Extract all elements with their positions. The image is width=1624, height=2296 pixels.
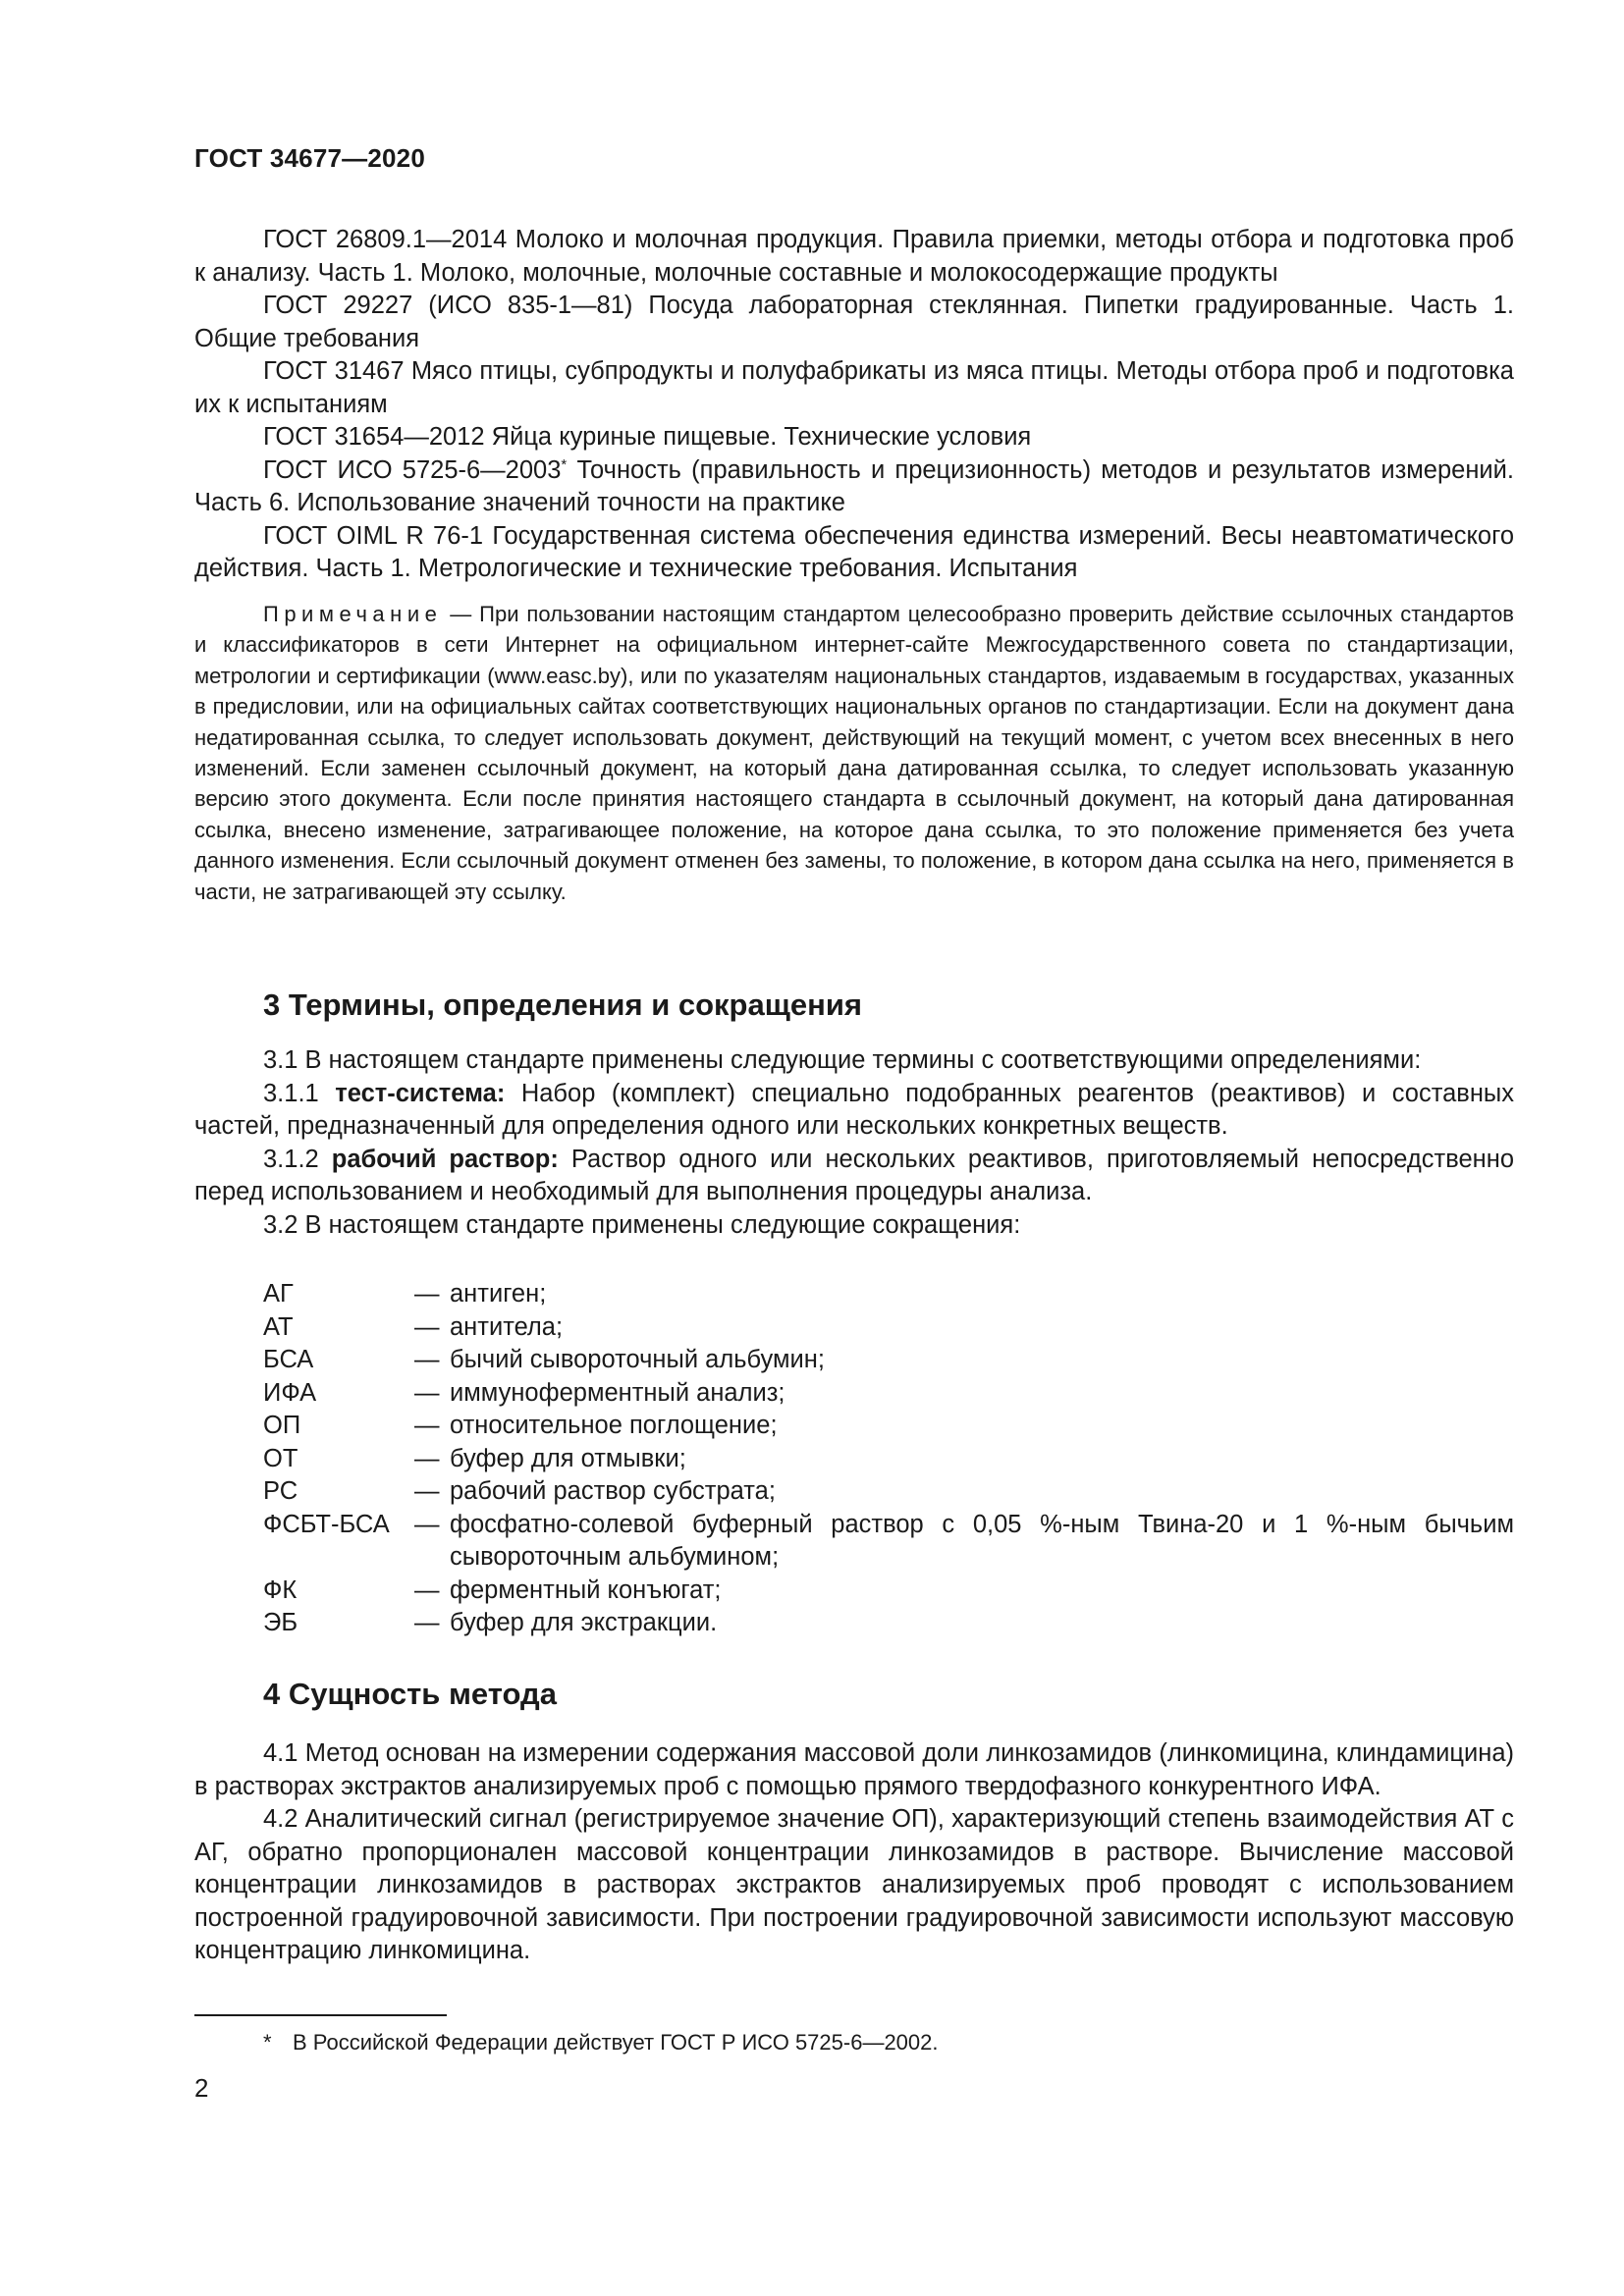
- reference-item: ГОСТ 31467 Мясо птицы, субпродукты и полуфабрикаты из мяса птицы. Методы отбора проб и подготовка их к испытаниям: [194, 357, 1514, 418]
- abbreviation-row: ОП — относительное поглощение;: [263, 1410, 1514, 1443]
- abbreviation-row: ФСБТ-БСА — фосфатно-солевой буферный раствор с 0,05 %-ным Твина-20 и 1 %-ным бычьим сывороточным альбумином;: [263, 1509, 1514, 1575]
- abbreviation-definition: бычий сывороточный альбумин;: [450, 1346, 825, 1373]
- reference-item: ГОСТ 31654—2012 Яйца куриные пищевые. Технические условия: [263, 423, 1032, 451]
- section-3-body: [194, 1044, 1514, 1242]
- abbreviation-row: АТ — антитела;: [263, 1311, 1514, 1345]
- abbreviation-term: АГ: [263, 1280, 294, 1308]
- abbreviation-term: РС: [263, 1477, 298, 1505]
- abbreviation-row: ОТ — буфер для отмывки;: [263, 1443, 1514, 1476]
- footnote-marker: *: [263, 2030, 272, 2055]
- footnote-divider: [194, 2014, 447, 2016]
- abbreviation-definition: ферментный конъюгат;: [450, 1575, 722, 1604]
- section-3-title: 3 Термины, определения и сокращения: [263, 988, 862, 1022]
- reference-item-iso: [194, 454, 1514, 520]
- footnote: [263, 2030, 939, 2056]
- reference-title: Точность (правильность и прецизионность) методов и результатов измерений. Часть 6. Использование значений точности на практике: [194, 455, 1514, 516]
- abbreviation-term: БСА: [263, 1346, 314, 1373]
- clause-3-1: 3.1 В настоящем стандарте применены следующие термины с соответствующими определениями:: [263, 1046, 1422, 1074]
- note-paragraph: [194, 599, 1514, 907]
- clause-4-2: 4.2 Аналитический сигнал (регистрируемое значение ОП), характеризующий степень взаимодействия АТ с АГ, обратно пропорционален массовой концентрации линкозамидов в растворе. Вычисление массовой концентрации линкозамидов в растворах экстрактов анализируемых проб проводят с использованием построенной градуировочной зависимости. При построении градуировочной зависимости используют массовую концентрацию линкомицина.: [194, 1805, 1514, 1964]
- reference-item: ГОСТ 26809.1—2014 Молоко и молочная продукция. Правила приемки, методы отбора и подготовка проб к анализу. Часть 1. Молоко, молочные, молочные составные и молокосодержащие продукты: [194, 226, 1514, 287]
- abbreviation-row: АГ — антиген;: [263, 1278, 1514, 1311]
- abbreviation-term: ОП: [263, 1412, 301, 1439]
- abbreviation-row: ИФА — иммуноферментный анализ;: [263, 1377, 1514, 1411]
- term-name: рабочий раствор:: [331, 1145, 559, 1173]
- clause-3-2: 3.2 В настоящем стандарте применены следующие сокращения:: [263, 1210, 1021, 1239]
- abbreviation-definition: антиген;: [450, 1280, 547, 1308]
- abbreviation-term: ФК: [263, 1575, 298, 1604]
- page-number: 2: [194, 2073, 209, 2103]
- abbreviation-definition: рабочий раствор субстрата;: [450, 1477, 776, 1505]
- term-definition: Раствор одного или нескольких реактивов, приготовляемый непосредственно перед использованием и необходимый для выполнения процедуры анализа.: [194, 1145, 1514, 1205]
- abbreviation-term: ОТ: [263, 1444, 298, 1472]
- abbreviation-term: ЭБ: [263, 1609, 298, 1636]
- term-name: тест-система:: [335, 1079, 506, 1107]
- abbreviation-term: ФСБТ-БСА: [263, 1510, 390, 1538]
- footnote-text: В Российской Федерации действует ГОСТ Р ИСО 5725-6—2002.: [293, 2030, 939, 2055]
- reference-item: ГОСТ 29227 (ИСО 835-1—81) Посуда лабораторная стеклянная. Пипетки градуированные. Часть 1. Общие требования: [194, 292, 1514, 352]
- abbreviation-definition: фосфатно-солевой буферный раствор с 0,05 %-ным Твина-20 и 1 %-ным бычьим сывороточным альбумином;: [450, 1510, 1514, 1571]
- reference-code: ГОСТ ИСО 5725-6—2003: [263, 455, 562, 484]
- term-3-1-2: 3.1.2 рабочий раствор: Раствор одного или нескольких реактивов, приготовляемый непосредственно перед использованием и необходимый для выполнения процедуры анализа.: [194, 1145, 1514, 1205]
- normative-references: [194, 224, 1514, 586]
- reference-item: ГОСТ OIML R 76-1 Государственная система обеспечения единства измерений. Весы неавтоматического действия. Часть 1. Метрологические и технические требования. Испытания: [194, 521, 1514, 582]
- abbreviation-row: ЭБ — буфер для экстракции.: [263, 1607, 1514, 1640]
- abbreviations-list: [263, 1278, 1514, 1640]
- abbreviation-definition: антитела;: [450, 1312, 564, 1341]
- section-4-body: [194, 1737, 1514, 1968]
- abbreviation-term: АТ: [263, 1312, 294, 1341]
- abbreviation-definition: иммуноферментный анализ;: [450, 1378, 785, 1407]
- document-header: ГОСТ 34677—2020: [194, 143, 425, 173]
- abbreviation-term: ИФА: [263, 1378, 317, 1407]
- note-label: Примечание: [263, 602, 443, 626]
- abbreviation-definition: относительное поглощение;: [450, 1412, 778, 1439]
- abbreviation-row: ФК — ферментный конъюгат;: [263, 1575, 1514, 1608]
- section-4-title: 4 Сущность метода: [263, 1677, 557, 1711]
- abbreviation-definition: буфер для экстракции.: [450, 1609, 718, 1636]
- abbreviation-row: БСА — бычий сывороточный альбумин;: [263, 1344, 1514, 1377]
- note-text: — При пользовании настоящим стандартом целесообразно проверить действие ссылочных стандартов и классификаторов в сети Интернет на официальном интернет-сайте Межгосударственного совета по стандартизации, метрологии и сертификации (www.easc.by), или по указателям национальных стандартов, издаваемым в государствах, указанных в предисловии, или на официальных сайтах соответствующих национальных органов по стандартизации. Если на документ дана недатированная ссылка, то следует использовать документ, действующий на текущий момент, с учетом всех внесенных в него изменений. Если заменен ссылочный документ, на который дана датированная ссылка, то следует использовать указанную версию этого документа. Если после принятия настоящего стандарта в ссылочный документ, на который дана датированная ссылка, внесено изменение, затрагивающее положение, на которое дана ссылка, то это положение применяется без учета данного изменения. Если ссылочный документ отменен без замены, то положение, в котором дана ссылка на него, применяется в части, не затрагивающей эту ссылку.: [194, 602, 1514, 904]
- abbreviation-definition: буфер для отмывки;: [450, 1444, 686, 1472]
- abbreviation-row: РС — рабочий раствор субстрата;: [263, 1475, 1514, 1509]
- term-3-1-1: 3.1.1 тест-система: Набор (комплект) специально подобранных реагентов (реактивов) и составных частей, предназначенный для определения одного или нескольких конкретных веществ.: [194, 1079, 1515, 1140]
- clause-4-1: 4.1 Метод основан на измерении содержания массовой доли линкозамидов (линкомицина, клиндамицина) в растворах экстрактов анализируемых проб с помощью прямого твердофазного конкурентного ИФА.: [194, 1739, 1514, 1800]
- term-definition: Набор (комплект) специально подобранных реагентов (реактивов) и составных частей, предназначенный для определения одного или нескольких конкретных веществ.: [194, 1079, 1515, 1140]
- footnote-marker: *: [561, 455, 568, 473]
